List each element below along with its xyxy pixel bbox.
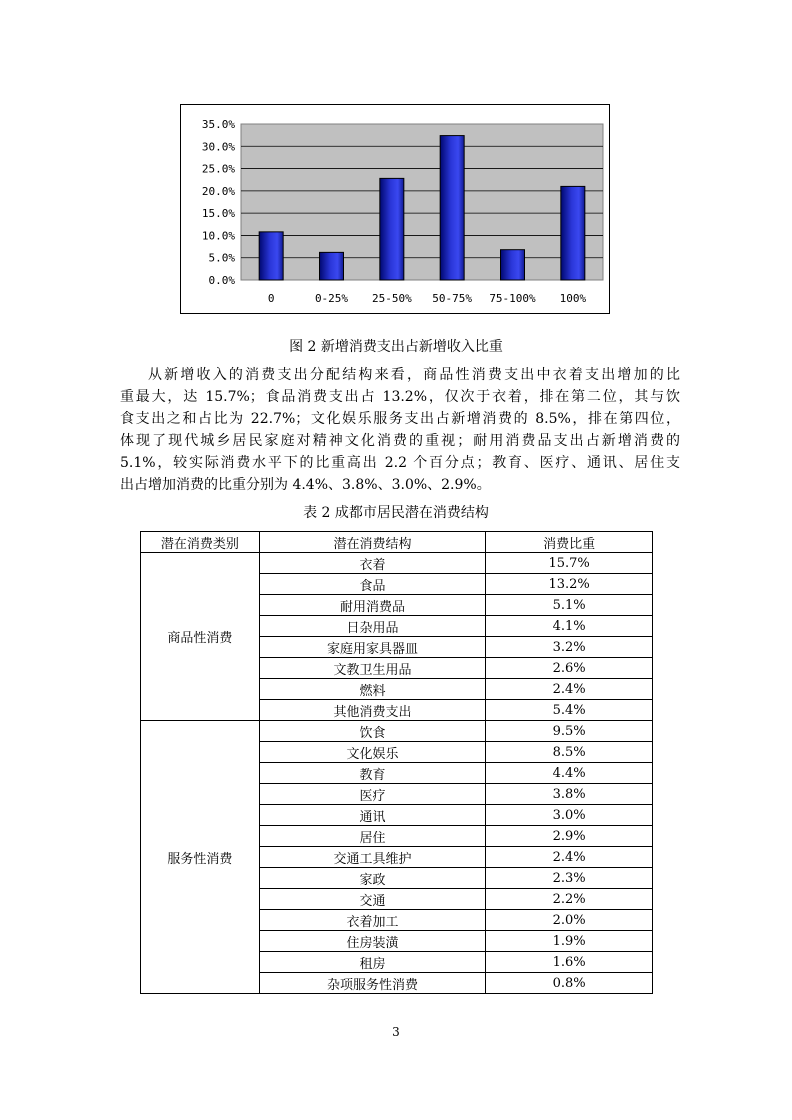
share-cell: 9.5% <box>486 721 653 742</box>
share-cell: 2.2% <box>486 889 653 910</box>
category-cell: 商品性消费 <box>141 553 260 721</box>
share-cell: 2.9% <box>486 826 653 847</box>
structure-cell: 杂项服务性消费 <box>259 973 486 994</box>
share-cell: 2.4% <box>486 847 653 868</box>
structure-cell: 燃料 <box>259 679 486 700</box>
bar <box>320 252 344 280</box>
structure-cell: 食品 <box>259 574 486 595</box>
y-tick-label: 25.0% <box>201 162 235 176</box>
structure-cell: 文教卫生用品 <box>259 658 486 679</box>
structure-cell: 通讯 <box>259 805 486 826</box>
structure-cell: 租房 <box>259 952 486 973</box>
structure-cell: 居住 <box>259 826 486 847</box>
y-tick-label: 20.0% <box>201 184 235 198</box>
share-cell: 13.2% <box>486 574 653 595</box>
x-tick-label: 0 <box>267 292 275 305</box>
bar <box>501 250 525 280</box>
y-tick-label: 10.0% <box>201 229 235 243</box>
structure-cell: 医疗 <box>259 784 486 805</box>
x-tick-label: 0-25% <box>314 292 349 305</box>
share-cell: 15.7% <box>486 553 653 574</box>
share-cell: 2.4% <box>486 679 653 700</box>
structure-cell: 文化娱乐 <box>259 742 486 763</box>
figure-caption: 图 2 新增消费支出占新增收入比重 <box>289 339 503 355</box>
share-cell: 5.4% <box>486 700 653 721</box>
category-cell: 服务性消费 <box>141 721 260 994</box>
y-tick-label: 15.0% <box>201 207 235 221</box>
table-body <box>141 553 653 994</box>
structure-cell: 耐用消费品 <box>259 595 486 616</box>
consumption-table <box>140 531 653 994</box>
structure-cell: 日杂用品 <box>259 616 486 637</box>
structure-cell: 其他消费支出 <box>259 700 486 721</box>
share-cell: 3.2% <box>486 637 653 658</box>
share-cell: 0.8% <box>486 973 653 994</box>
header-structure: 潜在消费结构 <box>259 532 486 553</box>
header-category: 潜在消费类别 <box>141 532 260 553</box>
bar-chart <box>180 104 610 314</box>
table-header-row <box>141 532 653 553</box>
header-share: 消费比重 <box>486 532 653 553</box>
y-tick-label: 35.0% <box>201 118 235 131</box>
chart-canvas <box>181 105 609 313</box>
share-cell: 2.6% <box>486 658 653 679</box>
share-cell: 5.1% <box>486 595 653 616</box>
share-cell: 4.4% <box>486 763 653 784</box>
share-cell: 1.9% <box>486 931 653 952</box>
structure-cell: 交通工具维护 <box>259 847 486 868</box>
y-tick-label: 5.0% <box>208 251 235 265</box>
x-tick-label: 25-50% <box>371 292 412 305</box>
structure-cell: 家政 <box>259 868 486 889</box>
share-cell: 8.5% <box>486 742 653 763</box>
paragraph-line: 重最大，达 15.7%；食品消费支出占 13.2%，仅次于衣着，排在第二位，其与饮 <box>120 389 680 405</box>
bar <box>440 136 464 280</box>
structure-cell: 住房装潢 <box>259 931 486 952</box>
paragraph-line: 5.1%，较实际消费水平下的比重高出 2.2 个百分点；教育、医疗、通讯、居住支 <box>120 455 680 471</box>
x-tick-label: 75-100% <box>489 292 536 305</box>
table-caption: 表 2 成都市居民潜在消费结构 <box>303 505 489 521</box>
share-cell: 3.0% <box>486 805 653 826</box>
share-cell: 2.0% <box>486 910 653 931</box>
share-cell: 3.8% <box>486 784 653 805</box>
structure-cell: 家庭用家具器皿 <box>259 637 486 658</box>
body-paragraph <box>120 364 680 496</box>
share-cell: 4.1% <box>486 616 653 637</box>
paragraph-line: 出占增加消费的比重分别为 4.4%、3.8%、3.0%、2.9%。 <box>120 477 491 493</box>
bar <box>259 232 283 280</box>
structure-cell: 衣着加工 <box>259 910 486 931</box>
bar <box>561 186 585 280</box>
y-tick-label: 0.0% <box>208 274 235 287</box>
x-tick-label: 100% <box>559 292 587 305</box>
page-number: 3 <box>392 1025 400 1039</box>
y-tick-label: 30.0% <box>201 140 235 154</box>
x-tick-label: 50-75% <box>432 292 473 305</box>
share-cell: 1.6% <box>486 952 653 973</box>
share-cell: 2.3% <box>486 868 653 889</box>
structure-cell: 衣着 <box>259 553 486 574</box>
table-row <box>141 721 653 742</box>
paragraph-line: 食支出之和占比为 22.7%；文化娱乐服务支出占新增消费的 8.5%，排在第四位， <box>120 411 680 427</box>
table-row <box>141 553 653 574</box>
plot-area <box>241 124 603 280</box>
paragraph-line: 体现了现代城乡居民家庭对精神文化消费的重视；耐用消费品支出占新增消费的 <box>120 433 680 449</box>
bar <box>380 178 404 280</box>
paragraph-line: 从新增收入的消费支出分配结构来看，商品性消费支出中衣着支出增加的比 <box>148 367 680 383</box>
structure-cell: 交通 <box>259 889 486 910</box>
structure-cell: 教育 <box>259 763 486 784</box>
structure-cell: 饮食 <box>259 721 486 742</box>
